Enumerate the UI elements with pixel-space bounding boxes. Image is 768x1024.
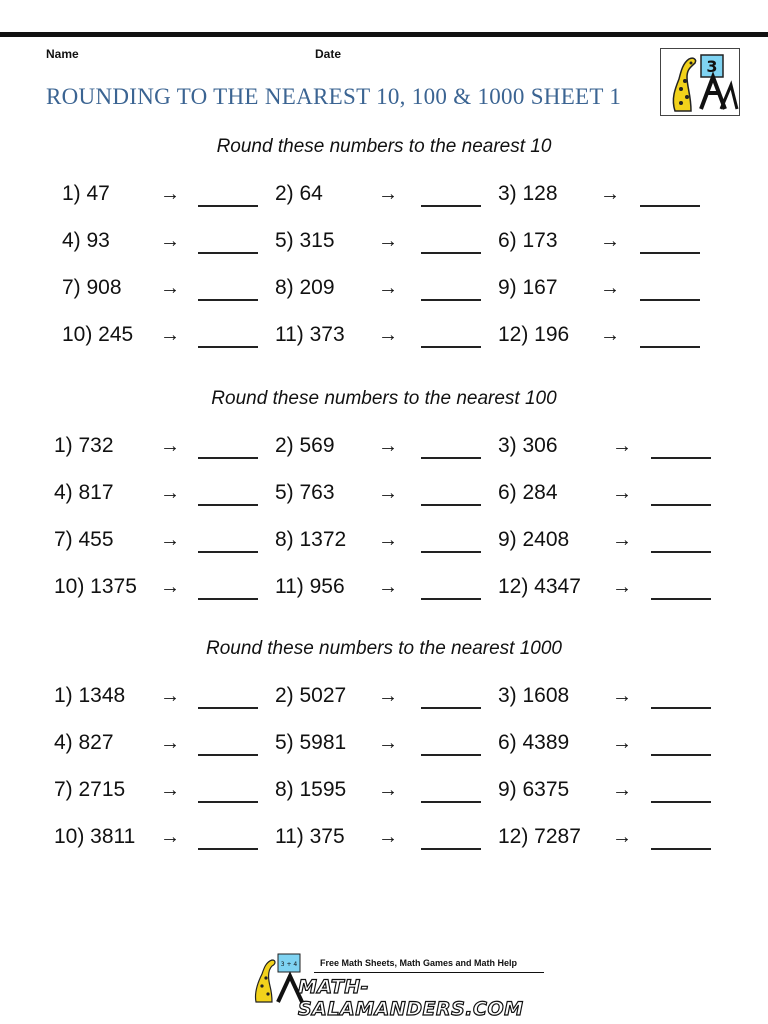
arrow-icon: →	[600, 324, 620, 346]
arrow-icon: →	[600, 183, 620, 205]
answer-blank[interactable]	[640, 346, 700, 348]
answer-blank[interactable]	[198, 457, 258, 459]
arrow-icon: →	[378, 826, 398, 848]
answer-blank[interactable]	[421, 252, 481, 254]
arrow-icon: →	[160, 685, 180, 707]
answer-blank[interactable]	[198, 205, 258, 207]
answer-blank[interactable]	[421, 754, 481, 756]
answer-blank[interactable]	[421, 457, 481, 459]
arrow-icon: →	[160, 435, 180, 457]
answer-blank[interactable]	[421, 801, 481, 803]
answer-blank[interactable]	[198, 504, 258, 506]
answer-blank[interactable]	[421, 598, 481, 600]
footer-rule	[314, 972, 544, 973]
arrow-icon: →	[612, 482, 632, 504]
arrow-icon: →	[378, 230, 398, 252]
name-label: Name	[46, 47, 79, 61]
answer-blank[interactable]	[651, 457, 711, 459]
arrow-icon: →	[612, 779, 632, 801]
problem-text: 9) 2408	[498, 528, 570, 551]
section-1-instruction: Round these numbers to the nearest 10	[216, 136, 552, 157]
problem-text: 4) 93	[62, 229, 110, 252]
problem-text: 10) 245	[62, 323, 134, 346]
problem-text: 5) 315	[275, 229, 335, 252]
arrow-icon: →	[612, 435, 632, 457]
answer-blank[interactable]	[421, 551, 481, 553]
arrow-icon: →	[378, 277, 398, 299]
problem-text: 4) 827	[54, 731, 114, 754]
problem-text: 4) 817	[54, 481, 114, 504]
section-2-instruction: Round these numbers to the nearest 100	[211, 388, 557, 409]
arrow-icon: →	[612, 685, 632, 707]
problem-text: 1) 1348	[54, 684, 126, 707]
footer-tagline: Free Math Sheets, Math Games and Math Help	[320, 958, 518, 968]
arrow-icon: →	[160, 230, 180, 252]
arrow-icon: →	[378, 732, 398, 754]
problem-text: 2) 5027	[275, 684, 347, 707]
arrow-icon: →	[160, 529, 180, 551]
answer-blank[interactable]	[421, 848, 481, 850]
arrow-icon: →	[160, 183, 180, 205]
arrow-icon: →	[378, 183, 398, 205]
footer	[248, 952, 548, 1020]
arrow-icon: →	[160, 482, 180, 504]
salamander-logo	[660, 48, 740, 116]
arrow-icon: →	[378, 482, 398, 504]
arrow-icon: →	[378, 779, 398, 801]
answer-blank[interactable]	[421, 299, 481, 301]
salamander-logo-icon	[661, 49, 739, 115]
answer-blank[interactable]	[421, 205, 481, 207]
arrow-icon: →	[378, 576, 398, 598]
section-3-instruction: Round these numbers to the nearest 1000	[206, 638, 562, 659]
answer-blank[interactable]	[651, 848, 711, 850]
problem-text: 2) 64	[275, 182, 323, 205]
answer-blank[interactable]	[198, 299, 258, 301]
arrow-icon: →	[160, 826, 180, 848]
arrow-icon: →	[612, 826, 632, 848]
problem-text: 5) 5981	[275, 731, 347, 754]
arrow-icon: →	[160, 779, 180, 801]
problem-text: 11) 956	[275, 575, 345, 598]
answer-blank[interactable]	[421, 504, 481, 506]
arrow-icon: →	[160, 732, 180, 754]
footer-brand: MATH-SALAMANDERS.COM	[298, 976, 524, 1020]
problem-text: 3) 128	[498, 182, 558, 205]
problem-text: 7) 2715	[54, 778, 126, 801]
problem-text: 5) 763	[275, 481, 335, 504]
problem-text: 7) 455	[54, 528, 114, 551]
answer-blank[interactable]	[198, 801, 258, 803]
problem-text: 10) 3811	[54, 825, 136, 848]
problem-text: 1) 732	[54, 434, 114, 457]
logo-badge-text: 3	[706, 57, 718, 76]
problem-text: 6) 4389	[498, 731, 570, 754]
answer-blank[interactable]	[640, 205, 700, 207]
answer-blank[interactable]	[651, 754, 711, 756]
problem-text: 6) 284	[498, 481, 558, 504]
arrow-icon: →	[378, 435, 398, 457]
problem-text: 6) 173	[498, 229, 558, 252]
problem-text: 7) 908	[62, 276, 122, 299]
top-rule	[0, 32, 768, 37]
answer-blank[interactable]	[651, 551, 711, 553]
arrow-icon: →	[378, 529, 398, 551]
arrow-icon: →	[612, 576, 632, 598]
arrow-icon: →	[378, 685, 398, 707]
problem-text: 3) 1608	[498, 684, 570, 707]
answer-blank[interactable]	[198, 346, 258, 348]
problem-text: 12) 196	[498, 323, 570, 346]
arrow-icon: →	[160, 576, 180, 598]
problem-text: 11) 373	[275, 323, 345, 346]
answer-blank[interactable]	[421, 346, 481, 348]
arrow-icon: →	[160, 324, 180, 346]
answer-blank[interactable]	[198, 754, 258, 756]
arrow-icon: →	[600, 277, 620, 299]
problem-text: 8) 209	[275, 276, 335, 299]
problem-text: 3) 306	[498, 434, 558, 457]
problem-text: 11) 375	[275, 825, 345, 848]
answer-blank[interactable]	[198, 848, 258, 850]
arrow-icon: →	[612, 732, 632, 754]
problem-text: 2) 569	[275, 434, 335, 457]
page-title: ROUNDING TO THE NEAREST 10, 100 & 1000 SHEET 1	[46, 84, 622, 109]
problem-text: 8) 1372	[275, 528, 347, 551]
problem-text: 12) 4347	[498, 575, 581, 598]
answer-blank[interactable]	[651, 598, 711, 600]
answer-blank[interactable]	[651, 707, 711, 709]
answer-blank[interactable]	[421, 707, 481, 709]
arrow-icon: →	[378, 324, 398, 346]
answer-blank[interactable]	[651, 801, 711, 803]
answer-blank[interactable]	[198, 598, 258, 600]
date-label: Date	[315, 47, 342, 61]
problem-text: 1) 47	[62, 182, 110, 205]
answer-blank[interactable]	[640, 252, 700, 254]
answer-blank[interactable]	[640, 299, 700, 301]
footer-badge-text: 3 + 4	[280, 961, 298, 968]
problem-text: 9) 6375	[498, 778, 570, 801]
problem-text: 8) 1595	[275, 778, 347, 801]
problem-text: 9) 167	[498, 276, 558, 299]
arrow-icon: →	[600, 230, 620, 252]
problem-text: 12) 7287	[498, 825, 581, 848]
problem-text: 10) 1375	[54, 575, 137, 598]
answer-blank[interactable]	[198, 551, 258, 553]
answer-blank[interactable]	[198, 707, 258, 709]
answer-blank[interactable]	[651, 504, 711, 506]
arrow-icon: →	[160, 277, 180, 299]
arrow-icon: →	[612, 529, 632, 551]
answer-blank[interactable]	[198, 252, 258, 254]
